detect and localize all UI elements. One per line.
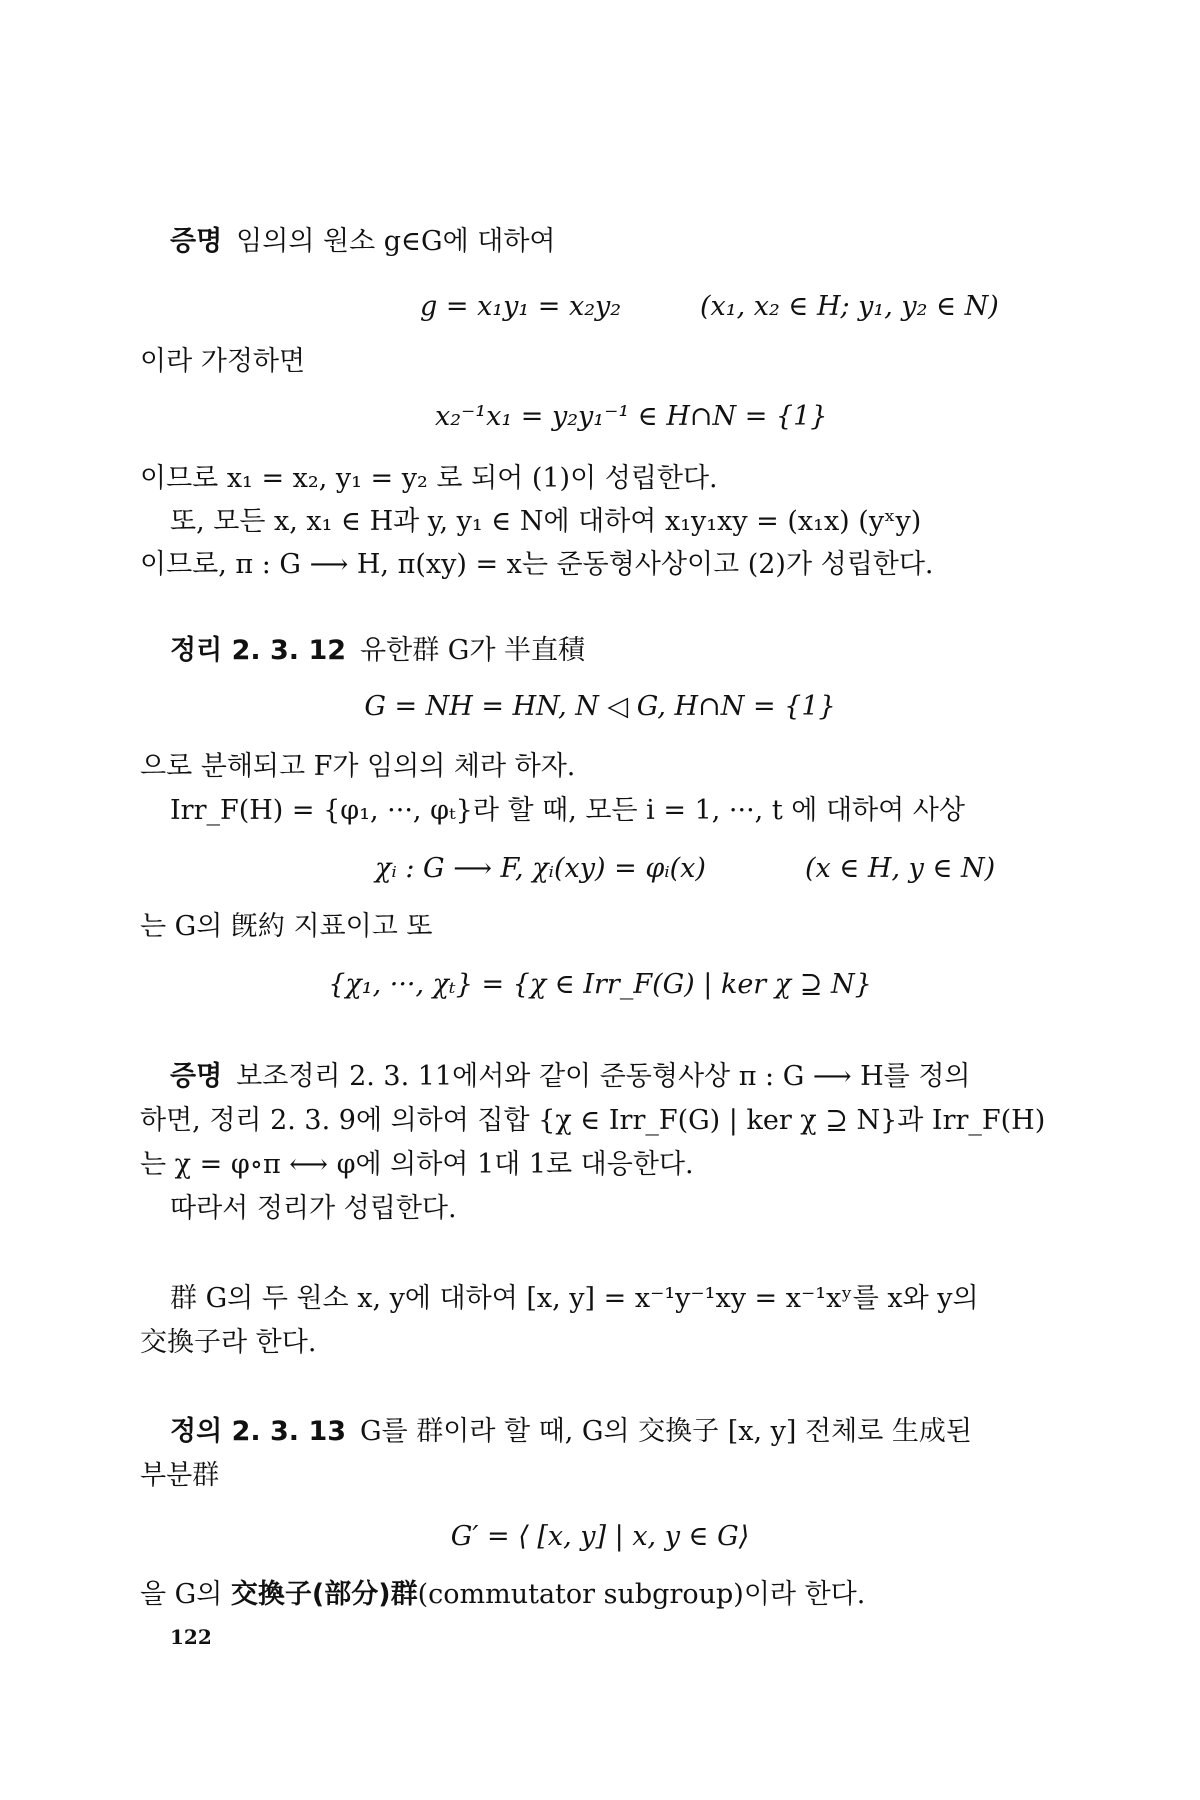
proof2-line4: 따라서 정리가 성립한다. xyxy=(170,1193,457,1224)
proof1-line3: 이므로 x₁ = x₂, y₁ = y₂ 로 되어 (1)이 성립한다. xyxy=(140,463,718,494)
proof1-intro: 임의의 원소 g∈G에 대하여 xyxy=(236,226,556,257)
proof1-intro-line xyxy=(170,225,556,259)
proof1-eq2: x₂⁻¹x₁ = y₂y₁⁻¹ ∈ H∩N = {1} xyxy=(435,401,828,432)
commutator-line2: 交換子라 한다. xyxy=(140,1327,317,1358)
proof1-eq1-main: g = x₁y₁ = x₂y₂ xyxy=(420,291,622,322)
theorem-heading xyxy=(170,634,585,668)
proof2-label: 증명 xyxy=(170,1061,223,1092)
proof1-line5: 이므로, π : G ⟶ H, π(xy) = x는 준동형사상이고 (2)가 성립한다. xyxy=(140,549,934,580)
theorem-label: 정리 2. 3. 12 xyxy=(170,635,347,666)
theorem-line4: 는 G의 旣約 지표이고 또 xyxy=(140,911,433,942)
definition-line3-pre: 을 G의 xyxy=(140,1579,231,1610)
page-number: 122 xyxy=(170,1625,212,1649)
definition-line3 xyxy=(140,1578,865,1612)
proof2-line3: 는 χ = φ∘π ⟷ φ에 의하여 1대 1로 대응한다. xyxy=(140,1149,694,1180)
proof1-label: 증명 xyxy=(170,226,223,257)
definition-term: 交換子(部分)群 xyxy=(230,1579,418,1610)
definition-line1 xyxy=(170,1415,972,1449)
proof2-line1 xyxy=(170,1060,971,1094)
definition-line3-rest: (commutator subgroup)이라 한다. xyxy=(417,1579,866,1610)
proof1-line4: 또, 모든 x, x₁ ∈ H과 y, y₁ ∈ N에 대하여 x₁y₁xy = (x₁x) (yˣy) xyxy=(170,506,922,537)
theorem-line2: 으로 분해되고 F가 임의의 체라 하자. xyxy=(140,751,576,782)
definition-eq: G′ = ⟨ [x, y] | x, y ∈ G⟩ xyxy=(450,1521,750,1552)
theorem-eq2-main: χᵢ : G ⟶ F, χᵢ(xy) = φᵢ(x) xyxy=(375,853,706,884)
theorem-eq3: {χ₁, ···, χₜ} = {χ ∈ Irr_F(G) | ker χ ⊇ N} xyxy=(328,969,872,1000)
proof1-eq1-cond: (x₁, x₂ ∈ H; y₁, y₂ ∈ N) xyxy=(700,291,999,322)
theorem-eq2-cond: (x ∈ H, y ∈ N) xyxy=(805,853,996,884)
theorem-line3: Irr_F(H) = {φ₁, ···, φₜ}라 할 때, 모든 i = 1, ···, t 에 대하여 사상 xyxy=(170,795,965,826)
proof2-text1: 보조정리 2. 3. 11에서와 같이 준동형사상 π : G ⟶ H를 정의 xyxy=(236,1061,971,1092)
theorem-eq1: G = NH = HN, N ◁ G, H∩N = {1} xyxy=(364,691,836,722)
proof2-line2: 하면, 정리 2. 3. 9에 의하여 집합 {χ ∈ Irr_F(G) | ker χ ⊇ N}과 Irr_F(H) xyxy=(140,1105,1046,1136)
theorem-text: 유한群 G가 半直積 xyxy=(360,635,586,666)
commutator-line1: 群 G의 두 원소 x, y에 대하여 [x, y] = x⁻¹y⁻¹xy = x⁻¹xʸ를 x와 y의 xyxy=(170,1283,979,1314)
definition-label: 정의 2. 3. 13 xyxy=(170,1416,347,1447)
definition-text1: G를 群이라 할 때, G의 交換子 [x, y] 전체로 生成된 xyxy=(360,1416,972,1447)
definition-line2: 부분群 xyxy=(140,1460,220,1491)
proof1-line2: 이라 가정하면 xyxy=(140,346,306,377)
